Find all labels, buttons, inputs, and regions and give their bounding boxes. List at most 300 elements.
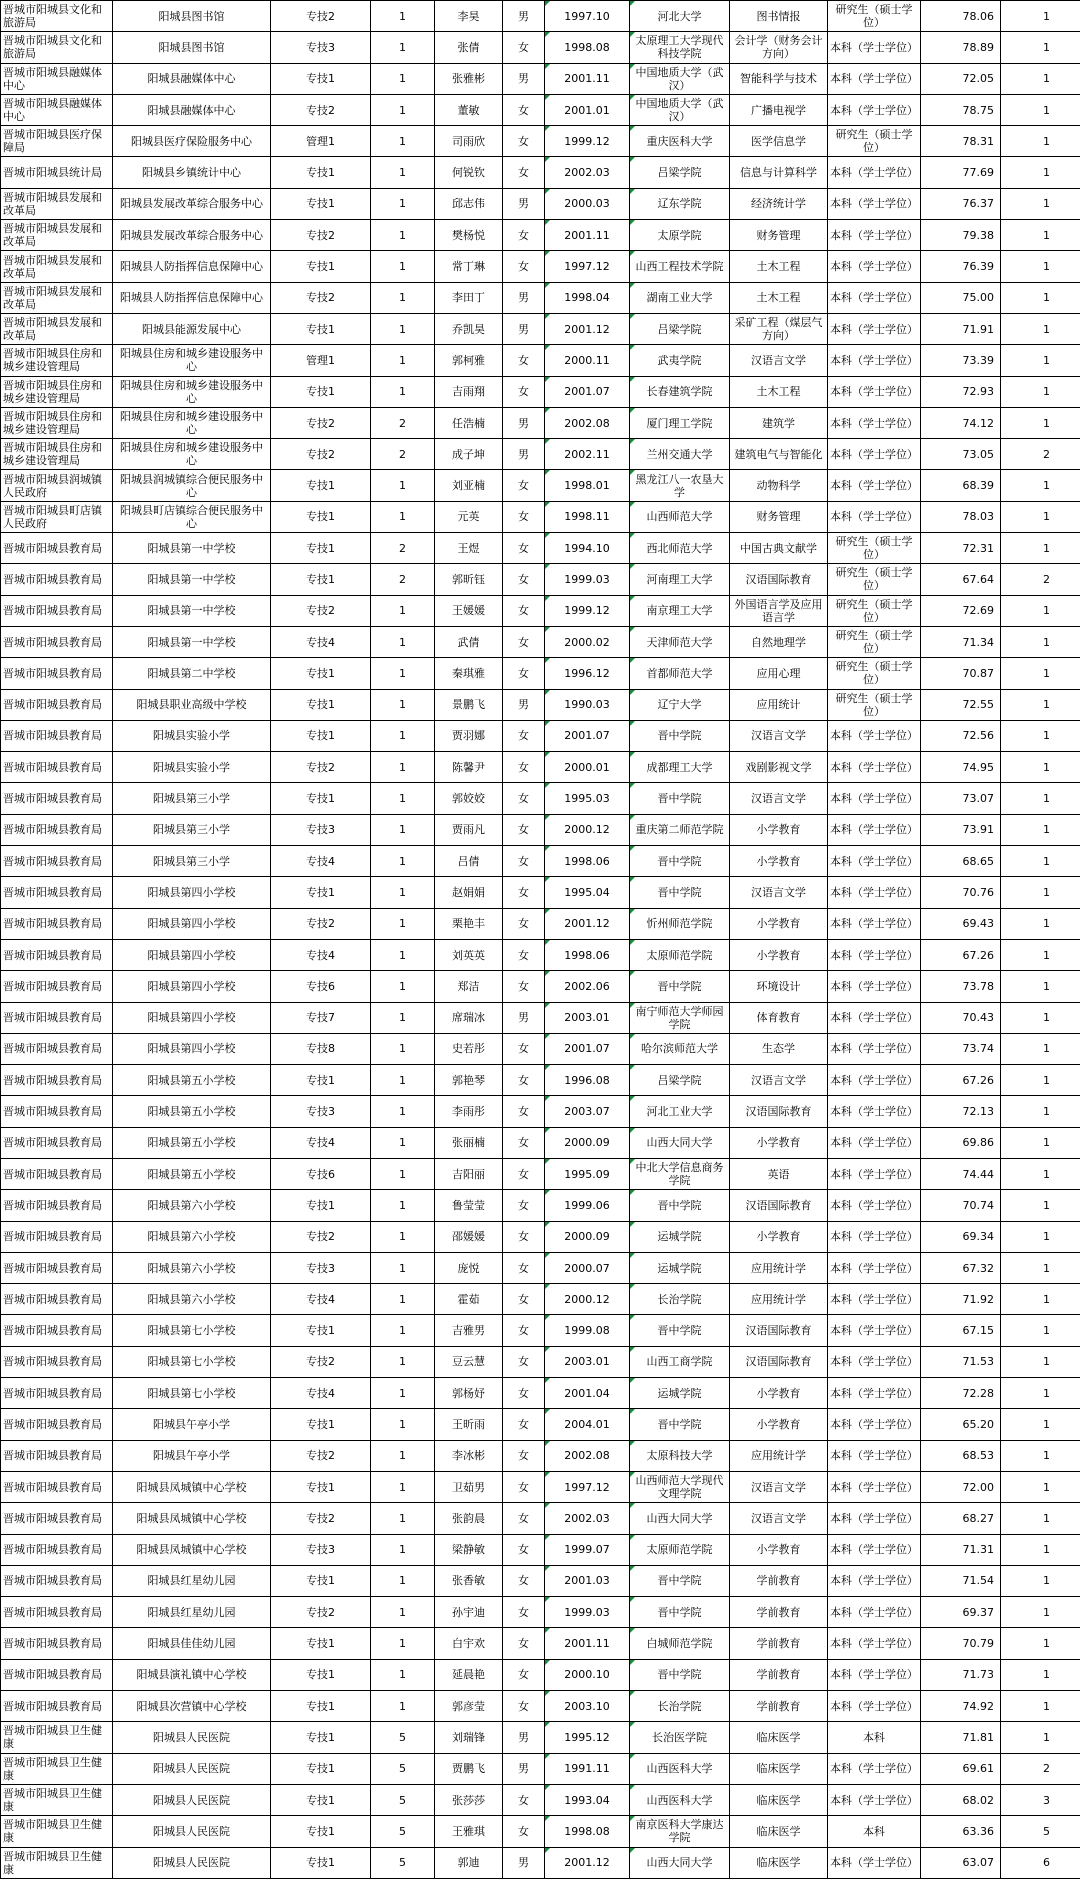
cell-major: 汉语言文学 <box>730 1471 828 1502</box>
cell-department: 晋城市阳城县文化和旅游局 <box>1 1 113 32</box>
cell-unit: 阳城县第一中学校 <box>113 595 271 626</box>
cell-school: 湖南工业大学 <box>630 282 730 313</box>
cell-name: 郭杨妤 <box>435 1378 503 1409</box>
cell-quota: 1 <box>371 1221 435 1252</box>
cell-unit: 阳城县第七小学校 <box>113 1346 271 1377</box>
cell-major: 临床医学 <box>730 1784 828 1815</box>
cell-score: 67.26 <box>921 1065 1001 1096</box>
cell-school: 晋中学院 <box>630 971 730 1002</box>
cell-gender: 女 <box>503 1284 545 1315</box>
cell-major: 会计学（财务会计方向） <box>730 32 828 63</box>
cell-birth-date: 1990.03 <box>545 689 630 720</box>
cell-department: 晋城市阳城县发展和改革局 <box>1 313 113 344</box>
cell-school: 晋中学院 <box>630 1409 730 1440</box>
cell-name: 吕倩 <box>435 846 503 877</box>
table-row <box>1 1315 1080 1346</box>
table-row <box>1 1722 1080 1753</box>
cell-birth-date: 2001.04 <box>545 1378 630 1409</box>
cell-department: 晋城市阳城县住房和城乡建设管理局 <box>1 439 113 470</box>
cell-rank: 1 <box>1001 1 1080 32</box>
cell-quota: 1 <box>371 846 435 877</box>
cell-name: 郭彦莹 <box>435 1691 503 1722</box>
cell-birth-date: 2000.10 <box>545 1659 630 1690</box>
cell-score: 71.31 <box>921 1534 1001 1565</box>
cell-score: 74.44 <box>921 1158 1001 1189</box>
table-row <box>1 470 1080 501</box>
cell-department: 晋城市阳城县教育局 <box>1 1033 113 1064</box>
cell-rank: 1 <box>1001 658 1080 689</box>
cell-score: 67.64 <box>921 564 1001 595</box>
cell-quota: 1 <box>371 595 435 626</box>
cell-position-code: 专技8 <box>271 1033 371 1064</box>
cell-gender: 男 <box>503 1847 545 1878</box>
cell-degree: 本科（学士学位） <box>828 1565 921 1596</box>
table-row <box>1 564 1080 595</box>
cell-score: 73.78 <box>921 971 1001 1002</box>
cell-unit: 阳城县红星幼儿园 <box>113 1565 271 1596</box>
cell-unit: 阳城县第四小学校 <box>113 1002 271 1033</box>
table-row <box>1 1096 1080 1127</box>
cell-birth-date: 2001.11 <box>545 63 630 94</box>
cell-department: 晋城市阳城县教育局 <box>1 877 113 908</box>
cell-department: 晋城市阳城县融媒体中心 <box>1 63 113 94</box>
cell-quota: 5 <box>371 1784 435 1815</box>
cell-major: 智能科学与技术 <box>730 63 828 94</box>
cell-major: 财务管理 <box>730 220 828 251</box>
cell-birth-date: 1998.11 <box>545 501 630 532</box>
cell-school: 太原理工大学现代科技学院 <box>630 32 730 63</box>
cell-quota: 1 <box>371 689 435 720</box>
cell-rank: 1 <box>1001 1597 1080 1628</box>
cell-position-code: 专技1 <box>271 1315 371 1346</box>
cell-rank: 1 <box>1001 220 1080 251</box>
cell-unit: 阳城县人民医院 <box>113 1722 271 1753</box>
cell-birth-date: 1995.03 <box>545 783 630 814</box>
cell-major: 采矿工程（煤层气方向） <box>730 313 828 344</box>
cell-quota: 1 <box>371 345 435 376</box>
cell-quota: 1 <box>371 1378 435 1409</box>
cell-gender: 女 <box>503 1378 545 1409</box>
cell-degree: 本科（学士学位） <box>828 1065 921 1096</box>
table-row <box>1 407 1080 438</box>
cell-name: 吉雅男 <box>435 1315 503 1346</box>
cell-unit: 阳城县住房和城乡建设服务中心 <box>113 376 271 407</box>
cell-gender: 女 <box>503 564 545 595</box>
cell-birth-date: 2001.12 <box>545 1847 630 1878</box>
cell-gender: 女 <box>503 1659 545 1690</box>
cell-school: 辽宁大学 <box>630 689 730 720</box>
cell-score: 72.69 <box>921 595 1001 626</box>
cell-degree: 本科（学士学位） <box>828 32 921 63</box>
cell-birth-date: 1999.08 <box>545 1315 630 1346</box>
cell-name: 王雅琪 <box>435 1816 503 1847</box>
table-row <box>1 1597 1080 1628</box>
cell-department: 晋城市阳城县教育局 <box>1 939 113 970</box>
cell-major: 广播电视学 <box>730 94 828 125</box>
cell-department: 晋城市阳城县教育局 <box>1 752 113 783</box>
cell-position-code: 专技4 <box>271 1378 371 1409</box>
cell-school: 河北工业大学 <box>630 1096 730 1127</box>
cell-school: 西北师范大学 <box>630 533 730 564</box>
cell-quota: 1 <box>371 939 435 970</box>
table-row <box>1 1753 1080 1784</box>
cell-unit: 阳城县乡镇统计中心 <box>113 157 271 188</box>
cell-rank: 1 <box>1001 626 1080 657</box>
cell-rank: 1 <box>1001 595 1080 626</box>
cell-position-code: 专技2 <box>271 1346 371 1377</box>
cell-gender: 女 <box>503 720 545 751</box>
cell-major: 医学信息学 <box>730 126 828 157</box>
cell-position-code: 专技7 <box>271 1002 371 1033</box>
cell-birth-date: 2001.07 <box>545 376 630 407</box>
cell-department: 晋城市阳城县发展和改革局 <box>1 220 113 251</box>
cell-department: 晋城市阳城县教育局 <box>1 908 113 939</box>
cell-name: 庞悦 <box>435 1252 503 1283</box>
cell-major: 生态学 <box>730 1033 828 1064</box>
cell-rank: 1 <box>1001 63 1080 94</box>
cell-position-code: 专技4 <box>271 939 371 970</box>
cell-unit: 阳城县第五小学校 <box>113 1065 271 1096</box>
cell-unit: 阳城县发展改革综合服务中心 <box>113 220 271 251</box>
cell-birth-date: 1999.12 <box>545 595 630 626</box>
cell-birth-date: 1996.08 <box>545 1065 630 1096</box>
cell-position-code: 专技1 <box>271 877 371 908</box>
cell-major: 土木工程 <box>730 376 828 407</box>
cell-birth-date: 2002.08 <box>545 407 630 438</box>
cell-quota: 1 <box>371 1284 435 1315</box>
cell-name: 常丁琳 <box>435 251 503 282</box>
cell-position-code: 专技3 <box>271 1534 371 1565</box>
cell-rank: 1 <box>1001 188 1080 219</box>
cell-degree: 本科 <box>828 1722 921 1753</box>
cell-gender: 女 <box>503 1221 545 1252</box>
cell-name: 史若彤 <box>435 1033 503 1064</box>
cell-degree: 本科（学士学位） <box>828 1503 921 1534</box>
cell-unit: 阳城县第六小学校 <box>113 1284 271 1315</box>
cell-school: 山西师范大学现代文理学院 <box>630 1471 730 1502</box>
cell-department: 晋城市阳城县教育局 <box>1 658 113 689</box>
cell-department: 晋城市阳城县教育局 <box>1 1534 113 1565</box>
cell-quota: 1 <box>371 752 435 783</box>
cell-unit: 阳城县第七小学校 <box>113 1315 271 1346</box>
table-row <box>1 1503 1080 1534</box>
cell-unit: 阳城县第六小学校 <box>113 1252 271 1283</box>
cell-unit: 阳城县午亭小学 <box>113 1409 271 1440</box>
cell-position-code: 专技2 <box>271 1221 371 1252</box>
cell-department: 晋城市阳城县教育局 <box>1 1284 113 1315</box>
cell-name: 席瑞冰 <box>435 1002 503 1033</box>
cell-department: 晋城市阳城县融媒体中心 <box>1 94 113 125</box>
cell-name: 张雅彬 <box>435 63 503 94</box>
cell-major: 汉语言文学 <box>730 1065 828 1096</box>
cell-position-code: 专技2 <box>271 1 371 32</box>
cell-name: 王昕雨 <box>435 1409 503 1440</box>
cell-degree: 本科（学士学位） <box>828 407 921 438</box>
cell-department: 晋城市阳城县教育局 <box>1 1503 113 1534</box>
cell-score: 78.06 <box>921 1 1001 32</box>
cell-school: 晋中学院 <box>630 720 730 751</box>
cell-school: 晋中学院 <box>630 783 730 814</box>
cell-school: 长春建筑学院 <box>630 376 730 407</box>
cell-department: 晋城市阳城县教育局 <box>1 626 113 657</box>
cell-unit: 阳城县红星幼儿园 <box>113 1597 271 1628</box>
cell-school: 南宁师范大学师园学院 <box>630 1002 730 1033</box>
cell-rank: 1 <box>1001 157 1080 188</box>
cell-name: 郭姣姣 <box>435 783 503 814</box>
cell-birth-date: 2000.07 <box>545 1252 630 1283</box>
cell-position-code: 专技2 <box>271 282 371 313</box>
cell-unit: 阳城县发展改革综合服务中心 <box>113 188 271 219</box>
cell-gender: 女 <box>503 1033 545 1064</box>
cell-rank: 2 <box>1001 564 1080 595</box>
cell-name: 何锐钦 <box>435 157 503 188</box>
cell-school: 山西医科大学 <box>630 1784 730 1815</box>
cell-gender: 男 <box>503 407 545 438</box>
cell-major: 汉语国际教育 <box>730 564 828 595</box>
cell-major: 小学教育 <box>730 1221 828 1252</box>
cell-name: 乔凯昊 <box>435 313 503 344</box>
cell-unit: 阳城县人民医院 <box>113 1784 271 1815</box>
cell-gender: 女 <box>503 1252 545 1283</box>
cell-score: 68.53 <box>921 1440 1001 1471</box>
cell-rank: 5 <box>1001 1816 1080 1847</box>
cell-score: 74.95 <box>921 752 1001 783</box>
cell-birth-date: 1998.01 <box>545 470 630 501</box>
cell-school: 中北大学信息商务学院 <box>630 1158 730 1189</box>
cell-name: 吉雨翔 <box>435 376 503 407</box>
cell-major: 土木工程 <box>730 251 828 282</box>
cell-degree: 本科（学士学位） <box>828 1784 921 1815</box>
table-row <box>1 1284 1080 1315</box>
cell-gender: 女 <box>503 1597 545 1628</box>
cell-quota: 1 <box>371 783 435 814</box>
cell-unit: 阳城县第四小学校 <box>113 971 271 1002</box>
cell-name: 任浩楠 <box>435 407 503 438</box>
cell-degree: 本科（学士学位） <box>828 1691 921 1722</box>
cell-school: 晋中学院 <box>630 1597 730 1628</box>
cell-gender: 女 <box>503 94 545 125</box>
cell-degree: 本科（学士学位） <box>828 1753 921 1784</box>
cell-score: 71.53 <box>921 1346 1001 1377</box>
cell-score: 69.37 <box>921 1597 1001 1628</box>
cell-rank: 1 <box>1001 1002 1080 1033</box>
cell-degree: 本科（学士学位） <box>828 971 921 1002</box>
cell-birth-date: 1998.08 <box>545 1816 630 1847</box>
cell-gender: 女 <box>503 595 545 626</box>
cell-quota: 2 <box>371 564 435 595</box>
cell-quota: 1 <box>371 1565 435 1596</box>
cell-major: 小学教育 <box>730 1534 828 1565</box>
cell-department: 晋城市阳城县教育局 <box>1 1221 113 1252</box>
cell-birth-date: 1996.12 <box>545 658 630 689</box>
cell-position-code: 专技2 <box>271 1440 371 1471</box>
cell-degree: 本科（学士学位） <box>828 94 921 125</box>
cell-position-code: 专技4 <box>271 1127 371 1158</box>
cell-degree: 本科（学士学位） <box>828 1534 921 1565</box>
cell-unit: 阳城县人民医院 <box>113 1847 271 1878</box>
cell-unit: 阳城县第四小学校 <box>113 877 271 908</box>
cell-score: 73.91 <box>921 814 1001 845</box>
cell-major: 汉语言文学 <box>730 720 828 751</box>
cell-birth-date: 1995.04 <box>545 877 630 908</box>
table-row <box>1 376 1080 407</box>
cell-score: 70.74 <box>921 1190 1001 1221</box>
table-row <box>1 1440 1080 1471</box>
cell-quota: 5 <box>371 1722 435 1753</box>
cell-name: 刘英英 <box>435 939 503 970</box>
cell-department: 晋城市阳城县教育局 <box>1 783 113 814</box>
cell-unit: 阳城县第一中学校 <box>113 533 271 564</box>
cell-unit: 阳城县人民医院 <box>113 1816 271 1847</box>
cell-department: 晋城市阳城县町店镇人民政府 <box>1 501 113 532</box>
cell-degree: 本科（学士学位） <box>828 1284 921 1315</box>
table-row <box>1 1534 1080 1565</box>
cell-position-code: 专技1 <box>271 1753 371 1784</box>
cell-score: 65.20 <box>921 1409 1001 1440</box>
cell-school: 晋中学院 <box>630 1190 730 1221</box>
cell-score: 70.79 <box>921 1628 1001 1659</box>
cell-degree: 本科（学士学位） <box>828 1002 921 1033</box>
cell-department: 晋城市阳城县教育局 <box>1 814 113 845</box>
cell-unit: 阳城县第三小学 <box>113 814 271 845</box>
cell-birth-date: 1993.04 <box>545 1784 630 1815</box>
cell-gender: 女 <box>503 1503 545 1534</box>
cell-major: 学前教育 <box>730 1597 828 1628</box>
cell-position-code: 专技1 <box>271 1565 371 1596</box>
cell-major: 临床医学 <box>730 1816 828 1847</box>
cell-gender: 女 <box>503 877 545 908</box>
cell-rank: 1 <box>1001 251 1080 282</box>
table-row <box>1 626 1080 657</box>
cell-major: 建筑电气与智能化 <box>730 439 828 470</box>
cell-score: 71.73 <box>921 1659 1001 1690</box>
cell-school: 吕梁学院 <box>630 157 730 188</box>
cell-quota: 1 <box>371 1471 435 1502</box>
cell-quota: 1 <box>371 1190 435 1221</box>
cell-quota: 1 <box>371 94 435 125</box>
cell-major: 应用统计学 <box>730 1440 828 1471</box>
cell-birth-date: 2000.11 <box>545 345 630 376</box>
cell-quota: 1 <box>371 971 435 1002</box>
cell-rank: 1 <box>1001 1534 1080 1565</box>
cell-position-code: 管理1 <box>271 345 371 376</box>
cell-birth-date: 2001.11 <box>545 220 630 251</box>
cell-rank: 1 <box>1001 1284 1080 1315</box>
cell-degree: 本科（学士学位） <box>828 1033 921 1064</box>
cell-rank: 1 <box>1001 282 1080 313</box>
cell-name: 元英 <box>435 501 503 532</box>
cell-position-code: 专技1 <box>271 564 371 595</box>
cell-score: 76.37 <box>921 188 1001 219</box>
cell-department: 晋城市阳城县医疗保障局 <box>1 126 113 157</box>
cell-score: 68.27 <box>921 1503 1001 1534</box>
cell-score: 72.13 <box>921 1096 1001 1127</box>
cell-school: 黑龙江八一农垦大学 <box>630 470 730 501</box>
cell-department: 晋城市阳城县卫生健康 <box>1 1847 113 1878</box>
cell-rank: 1 <box>1001 783 1080 814</box>
cell-unit: 阳城县午亭小学 <box>113 1440 271 1471</box>
cell-major: 汉语言文学 <box>730 345 828 376</box>
table-row <box>1 1816 1080 1847</box>
cell-school: 南京医科大学康达学院 <box>630 1816 730 1847</box>
cell-school: 中国地质大学（武汉） <box>630 63 730 94</box>
cell-position-code: 专技1 <box>271 1722 371 1753</box>
cell-quota: 1 <box>371 626 435 657</box>
cell-score: 79.38 <box>921 220 1001 251</box>
cell-position-code: 专技1 <box>271 1659 371 1690</box>
cell-name: 贾鹏飞 <box>435 1753 503 1784</box>
cell-score: 72.56 <box>921 720 1001 751</box>
cell-score: 69.34 <box>921 1221 1001 1252</box>
cell-unit: 阳城县图书馆 <box>113 32 271 63</box>
cell-gender: 男 <box>503 439 545 470</box>
cell-score: 71.34 <box>921 626 1001 657</box>
table-row <box>1 689 1080 720</box>
cell-name: 梁静敏 <box>435 1534 503 1565</box>
cell-position-code: 专技4 <box>271 1284 371 1315</box>
cell-department: 晋城市阳城县统计局 <box>1 157 113 188</box>
cell-school: 山西医科大学 <box>630 1753 730 1784</box>
cell-major: 经济统计学 <box>730 188 828 219</box>
cell-position-code: 专技1 <box>271 376 371 407</box>
cell-unit: 阳城县佳佳幼儿园 <box>113 1628 271 1659</box>
cell-major: 学前教育 <box>730 1565 828 1596</box>
cell-rank: 1 <box>1001 533 1080 564</box>
cell-school: 山西大同大学 <box>630 1847 730 1878</box>
cell-rank: 1 <box>1001 877 1080 908</box>
cell-rank: 1 <box>1001 345 1080 376</box>
cell-quota: 1 <box>371 720 435 751</box>
cell-quota: 1 <box>371 1315 435 1346</box>
cell-name: 刘瑞锋 <box>435 1722 503 1753</box>
cell-degree: 本科（学士学位） <box>828 1190 921 1221</box>
cell-unit: 阳城县第三小学 <box>113 783 271 814</box>
cell-department: 晋城市阳城县教育局 <box>1 1252 113 1283</box>
cell-gender: 女 <box>503 1190 545 1221</box>
cell-position-code: 专技1 <box>271 1847 371 1878</box>
cell-birth-date: 2001.01 <box>545 94 630 125</box>
cell-degree: 研究生（硕士学位） <box>828 595 921 626</box>
cell-gender: 女 <box>503 1409 545 1440</box>
cell-gender: 女 <box>503 939 545 970</box>
cell-position-code: 专技2 <box>271 407 371 438</box>
cell-school: 运城学院 <box>630 1221 730 1252</box>
table-row <box>1 1065 1080 1096</box>
cell-degree: 本科（学士学位） <box>828 1252 921 1283</box>
table-row <box>1 1409 1080 1440</box>
cell-score: 78.75 <box>921 94 1001 125</box>
cell-score: 72.28 <box>921 1378 1001 1409</box>
cell-birth-date: 1998.04 <box>545 282 630 313</box>
cell-gender: 女 <box>503 501 545 532</box>
cell-name: 张莎莎 <box>435 1784 503 1815</box>
cell-quota: 1 <box>371 1628 435 1659</box>
cell-rank: 3 <box>1001 1784 1080 1815</box>
cell-degree: 本科（学士学位） <box>828 1597 921 1628</box>
cell-unit: 阳城县住房和城乡建设服务中心 <box>113 345 271 376</box>
cell-degree: 本科（学士学位） <box>828 908 921 939</box>
cell-quota: 1 <box>371 501 435 532</box>
table-row <box>1 501 1080 532</box>
cell-rank: 1 <box>1001 1409 1080 1440</box>
cell-score: 73.39 <box>921 345 1001 376</box>
cell-rank: 1 <box>1001 908 1080 939</box>
cell-score: 69.61 <box>921 1753 1001 1784</box>
cell-degree: 本科（学士学位） <box>828 877 921 908</box>
cell-major: 汉语国际教育 <box>730 1190 828 1221</box>
cell-degree: 本科（学士学位） <box>828 220 921 251</box>
cell-school: 长治学院 <box>630 1691 730 1722</box>
